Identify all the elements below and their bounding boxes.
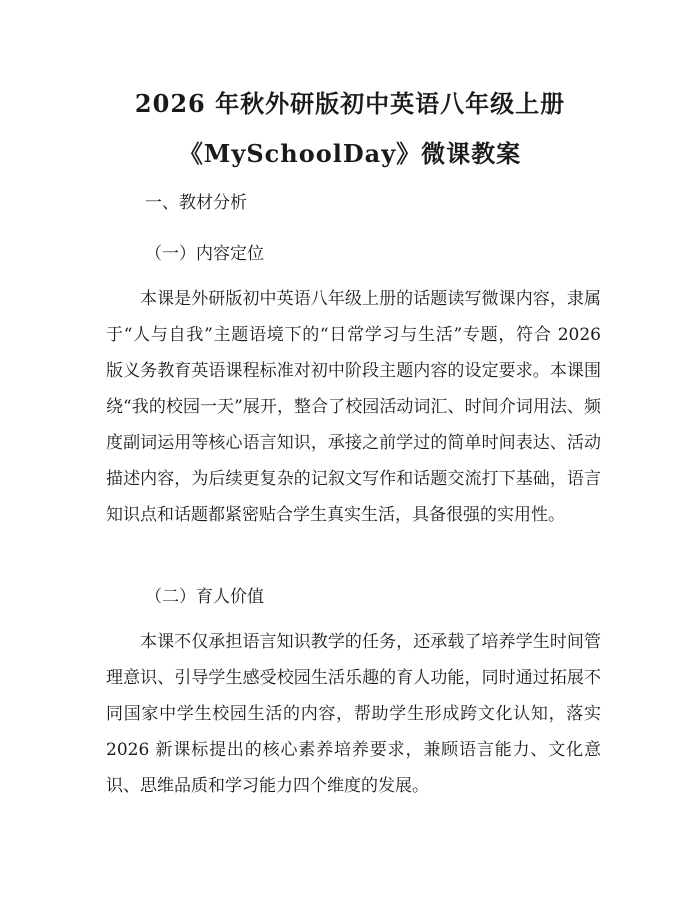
subsection-heading-content: （一）内容定位 [145, 244, 264, 264]
section-heading-analysis: 一、教材分析 [145, 193, 247, 213]
document-title-line-2: 《MySchoolDay》微课教案 [178, 139, 522, 168]
document-title-line-1: 2026 年秋外研版初中英语八年级上册 [134, 89, 566, 118]
paragraph-content-positioning: 本课是外研版初中英语八年级上册的话题读写微课内容，隶属于“人与自我”主题语境下的“日常学习与生活”专题，符合 2026 版义务教育英语课程标准对初中阶段主题内容的设定要求。本课围绕“我的校园一天”展开，整合了校园活动词汇、时间介词用法、频度副词运用等核心语言知识，承接之前学过的简单时间表达、活动描述内容，为后续更复杂的记叙文写作和话题交流打下基础，语言知识点和话题都紧密贴合学生真实生活，具备很强的实用性。 [106, 289, 601, 525]
subsection-heading-value: （二）育人价值 [145, 587, 264, 607]
paragraph-educational-value: 本课不仅承担语言知识教学的任务，还承载了培养学生时间管理意识、引导学生感受校园生活乐趣的育人功能，同时通过拓展不同国家中学生校园生活的内容，帮助学生形成跨文化认知，落实 2026 新课标提出的核心素养培养要求，兼顾语言能力、文化意识、思维品质和学习能力四个维度的发展。 [106, 632, 601, 796]
